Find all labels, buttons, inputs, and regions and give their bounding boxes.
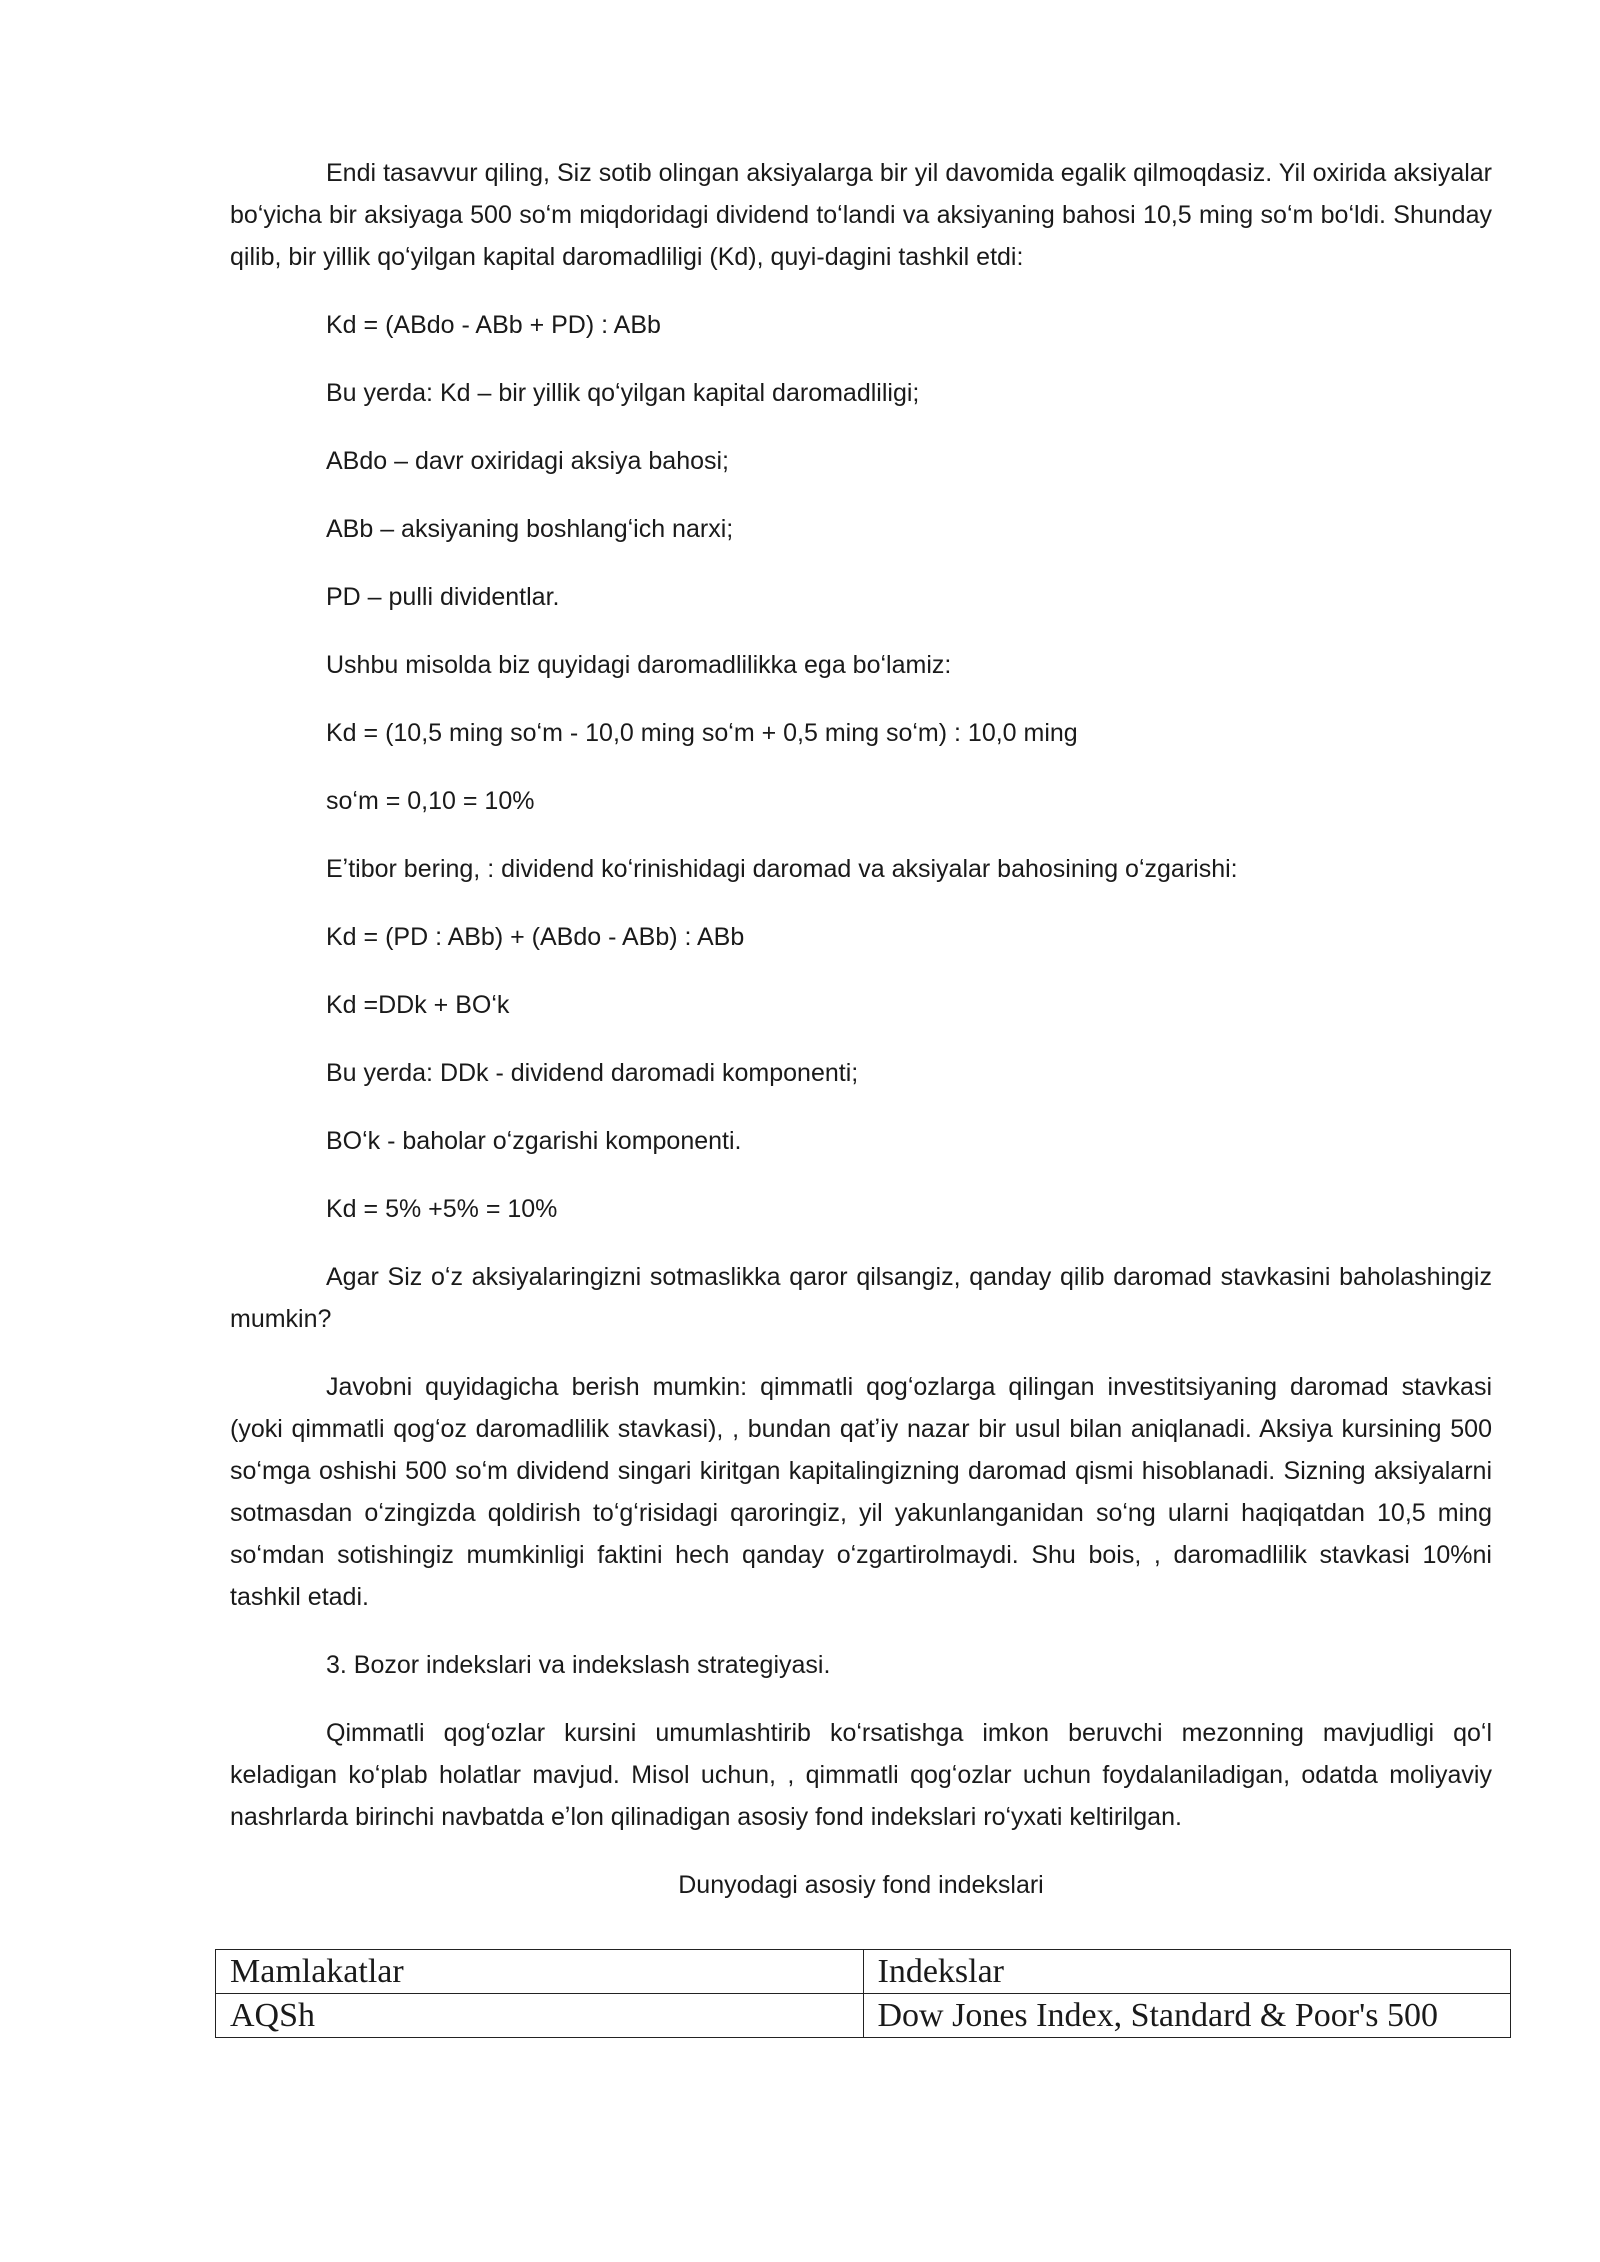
paragraph-note: Eʼtibor bering, : dividend koʻrinishidagi daromad va aksiyalar bahosining oʻzgarishi: <box>326 855 1238 883</box>
table-header-cell: Indekslar <box>863 1950 1511 1994</box>
definition-ddk: Bu yerda: DDk - dividend daromadi komponenti; <box>326 1059 859 1087</box>
table-cell: Dow Jones Index, Standard & Poor's 500 <box>863 1994 1511 2038</box>
definition-abdo: ABdo – davr oxiridagi aksiya bahosi; <box>326 447 730 475</box>
document-body <box>230 152 1492 1936</box>
formula-example-result: soʻm = 0,10 = 10% <box>326 787 535 815</box>
formula-components: Kd = (PD : ABb) + (ABdo - ABb) : ABb <box>326 923 745 951</box>
table-row <box>216 1994 1511 2038</box>
formula-example: Kd = (10,5 ming soʻm - 10,0 ming soʻm + 0,5 ming soʻm) : 10,0 ming <box>326 719 1078 747</box>
paragraph-answer: Javobni quyidagicha berish mumkin: qimmatli qogʻozlarga qilingan investitsiyaning daromad stavkasi (yoki qimmatli qogʻoz daromadlilik stavkasi), , bundan qatʼiy nazar bir usul bilan aniqlanadi. Aksiya kursining 500 soʻmga oshishi 500 soʻm dividend singari kiritgan kapitalingizning daromad qismi hisoblanadi. Sizning aksiyalarni sotmasdan oʻzingizda qoldirish toʻgʻrisidagi qaroringiz, yil yakunlanganidan soʻng ularni haqiqatdan 10,5 ming soʻmdan sotishingiz mumkinligi faktini hech qanday oʻzgartirolmaydi. Shu bois, , daromadlilik stavkasi 10%ni tashkil etadi. <box>230 1373 1492 1611</box>
indexes-table <box>215 1949 1511 2038</box>
paragraph-question: Agar Siz oʻz aksiyalaringizni sotmaslikka qaror qilsangiz, qanday qilib daromad stavkasini baholashingiz mumkin? <box>230 1263 1492 1333</box>
formula-sum: Kd = 5% +5% = 10% <box>326 1195 558 1223</box>
formula-kd: Kd = (ABdo - ABb + PD) : ABb <box>326 311 661 339</box>
table-cell: AQSh <box>216 1994 864 2038</box>
paragraph-indexes: Qimmatli qogʻozlar kursini umumlashtirib koʻrsatishga imkon beruvchi mezonning mavjudligi qoʻl keladigan koʻplab holatlar mavjud. Misol uchun, , qimmatli qogʻozlar uchun foydalaniladigan, odatda moliyaviy nashrlarda birinchi navbatda eʼlon qilinadigan asosiy fond indekslari roʻyxati keltirilgan. <box>230 1719 1492 1831</box>
definition-pd: PD – pulli dividentlar. <box>326 583 560 611</box>
table-caption: Dunyodagi asosiy fond indekslari <box>678 1871 1044 1899</box>
definition-kd: Bu yerda: Kd – bir yillik qoʻyilgan kapital daromadliligi; <box>326 379 920 407</box>
definition-bok: BOʻk - baholar oʻzgarishi komponenti. <box>326 1127 742 1155</box>
formula-short: Kd =DDk + BOʻk <box>326 991 510 1019</box>
table-header-row <box>216 1950 1511 1994</box>
paragraph-example: Ushbu misolda biz quyidagi daromadlilikka ega boʻlamiz: <box>326 651 952 679</box>
section-heading: 3. Bozor indekslari va indekslash strategiyasi. <box>326 1651 831 1679</box>
definition-abb: ABb – aksiyaning boshlangʻich narxi; <box>326 515 734 543</box>
paragraph-intro: Endi tasavvur qiling, Siz sotib olingan aksiyalarga bir yil davomida egalik qilmoqdasiz. Yil oxirida aksiyalar boʻyicha bir aksiyaga 500 soʻm miqdoridagi dividend toʻlandi va aksiyaning bahosi 10,5 ming soʻm boʻldi. Shunday qilib, bir yillik qoʻyilgan kapital daromadliligi (Kd), quyi-dagini tashkil etdi: <box>230 159 1492 271</box>
table-header-cell: Mamlakatlar <box>216 1950 864 1994</box>
